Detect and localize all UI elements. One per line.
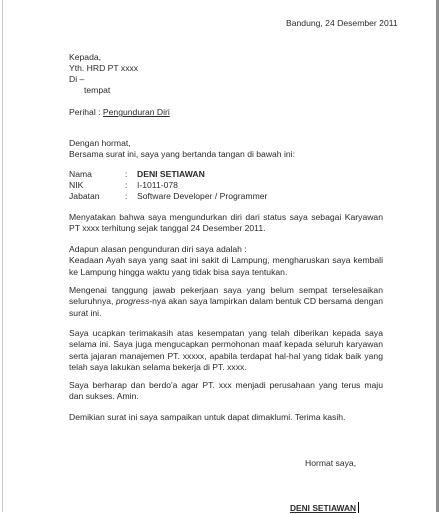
identity-separator: : xyxy=(125,191,128,201)
subject-label: Perihal : xyxy=(69,107,103,117)
responsibility-italic: progress xyxy=(115,296,150,307)
responsibility-text-b: -nya akan saya lampirkan dalam bentuk CD bersama dengan surat ini. xyxy=(69,296,383,318)
identity-value: I-1011-078 xyxy=(137,180,178,190)
identity-value: Software Developer / Programmer xyxy=(137,191,268,201)
identity-separator: : xyxy=(125,180,128,190)
reason-title: Adapun alasan pengunduran diri saya adalah : xyxy=(69,244,247,254)
subject-value: Pengunduran Diri xyxy=(102,107,170,117)
letter-date: Bandung, 24 Desember 2011 xyxy=(286,18,398,28)
identity-label: NIK xyxy=(69,180,84,190)
greeting: Dengan hormat, xyxy=(69,138,131,148)
identity-label: Nama xyxy=(69,169,92,179)
identity-separator: : xyxy=(125,169,128,179)
text-cursor xyxy=(358,502,359,513)
recipient-line-2: Yth. HRD PT xxxx xyxy=(69,63,139,73)
recipient-line-1: Kepada, xyxy=(69,52,102,62)
document-page xyxy=(2,0,439,512)
subject-line xyxy=(69,107,170,118)
responsibility-text-a: Mengenai tanggung jawab pekerjaan saya yang belum sempat terselesaikan seluruhnya, xyxy=(69,285,383,307)
identity-label: Jabatan xyxy=(69,191,100,201)
paragraph-hope: Saya berharap dan berdo'a agar PT. xxx menjadi perusahaan yang terus maju dan sukses. Amin. xyxy=(69,380,383,402)
paragraph-responsibility xyxy=(69,285,383,319)
closing-salutation: Hormat saya, xyxy=(305,458,357,468)
signature-name: DENI SETIAWAN xyxy=(290,503,357,513)
intro-line: Bersama surat ini, saya yang bertanda tangan di bawah ini: xyxy=(69,149,295,159)
paragraph-statement: Menyatakan bahwa saya mengundurkan diri dari status saya sebagai Karyawan PT xxxx terhitung sejak tanggal 24 Desember 2011. xyxy=(69,212,383,234)
recipient-line-4: tempat xyxy=(84,85,111,95)
paragraph-closing: Demikian surat ini saya sampaikan untuk dapat dimaklumi. Terima kasih. xyxy=(69,412,346,422)
recipient-line-3: Di – xyxy=(69,74,85,84)
identity-value: DENI SETIAWAN xyxy=(137,169,205,179)
paragraph-thanks: Saya ucapkan terimakasih atas kesempatan yang telah diberikan kepada saya selama ini. Saya juga mengucapkan permohonan maaf kepada seluruh karyawan serta jajaran manajemen PT. xxxxx, apabila terdapat hal-hal yang tidak baik yang telah saya lakukan selama bekerja di PT. xxxx. xyxy=(69,328,383,372)
reason-body: Keadaan Ayah saya yang saat ini sakit di Lampung, mengharuskan saya kembali ke Lampung hingga waktu yang tidak bisa saya tentukan. xyxy=(69,255,383,277)
paragraph-reason xyxy=(69,244,383,278)
